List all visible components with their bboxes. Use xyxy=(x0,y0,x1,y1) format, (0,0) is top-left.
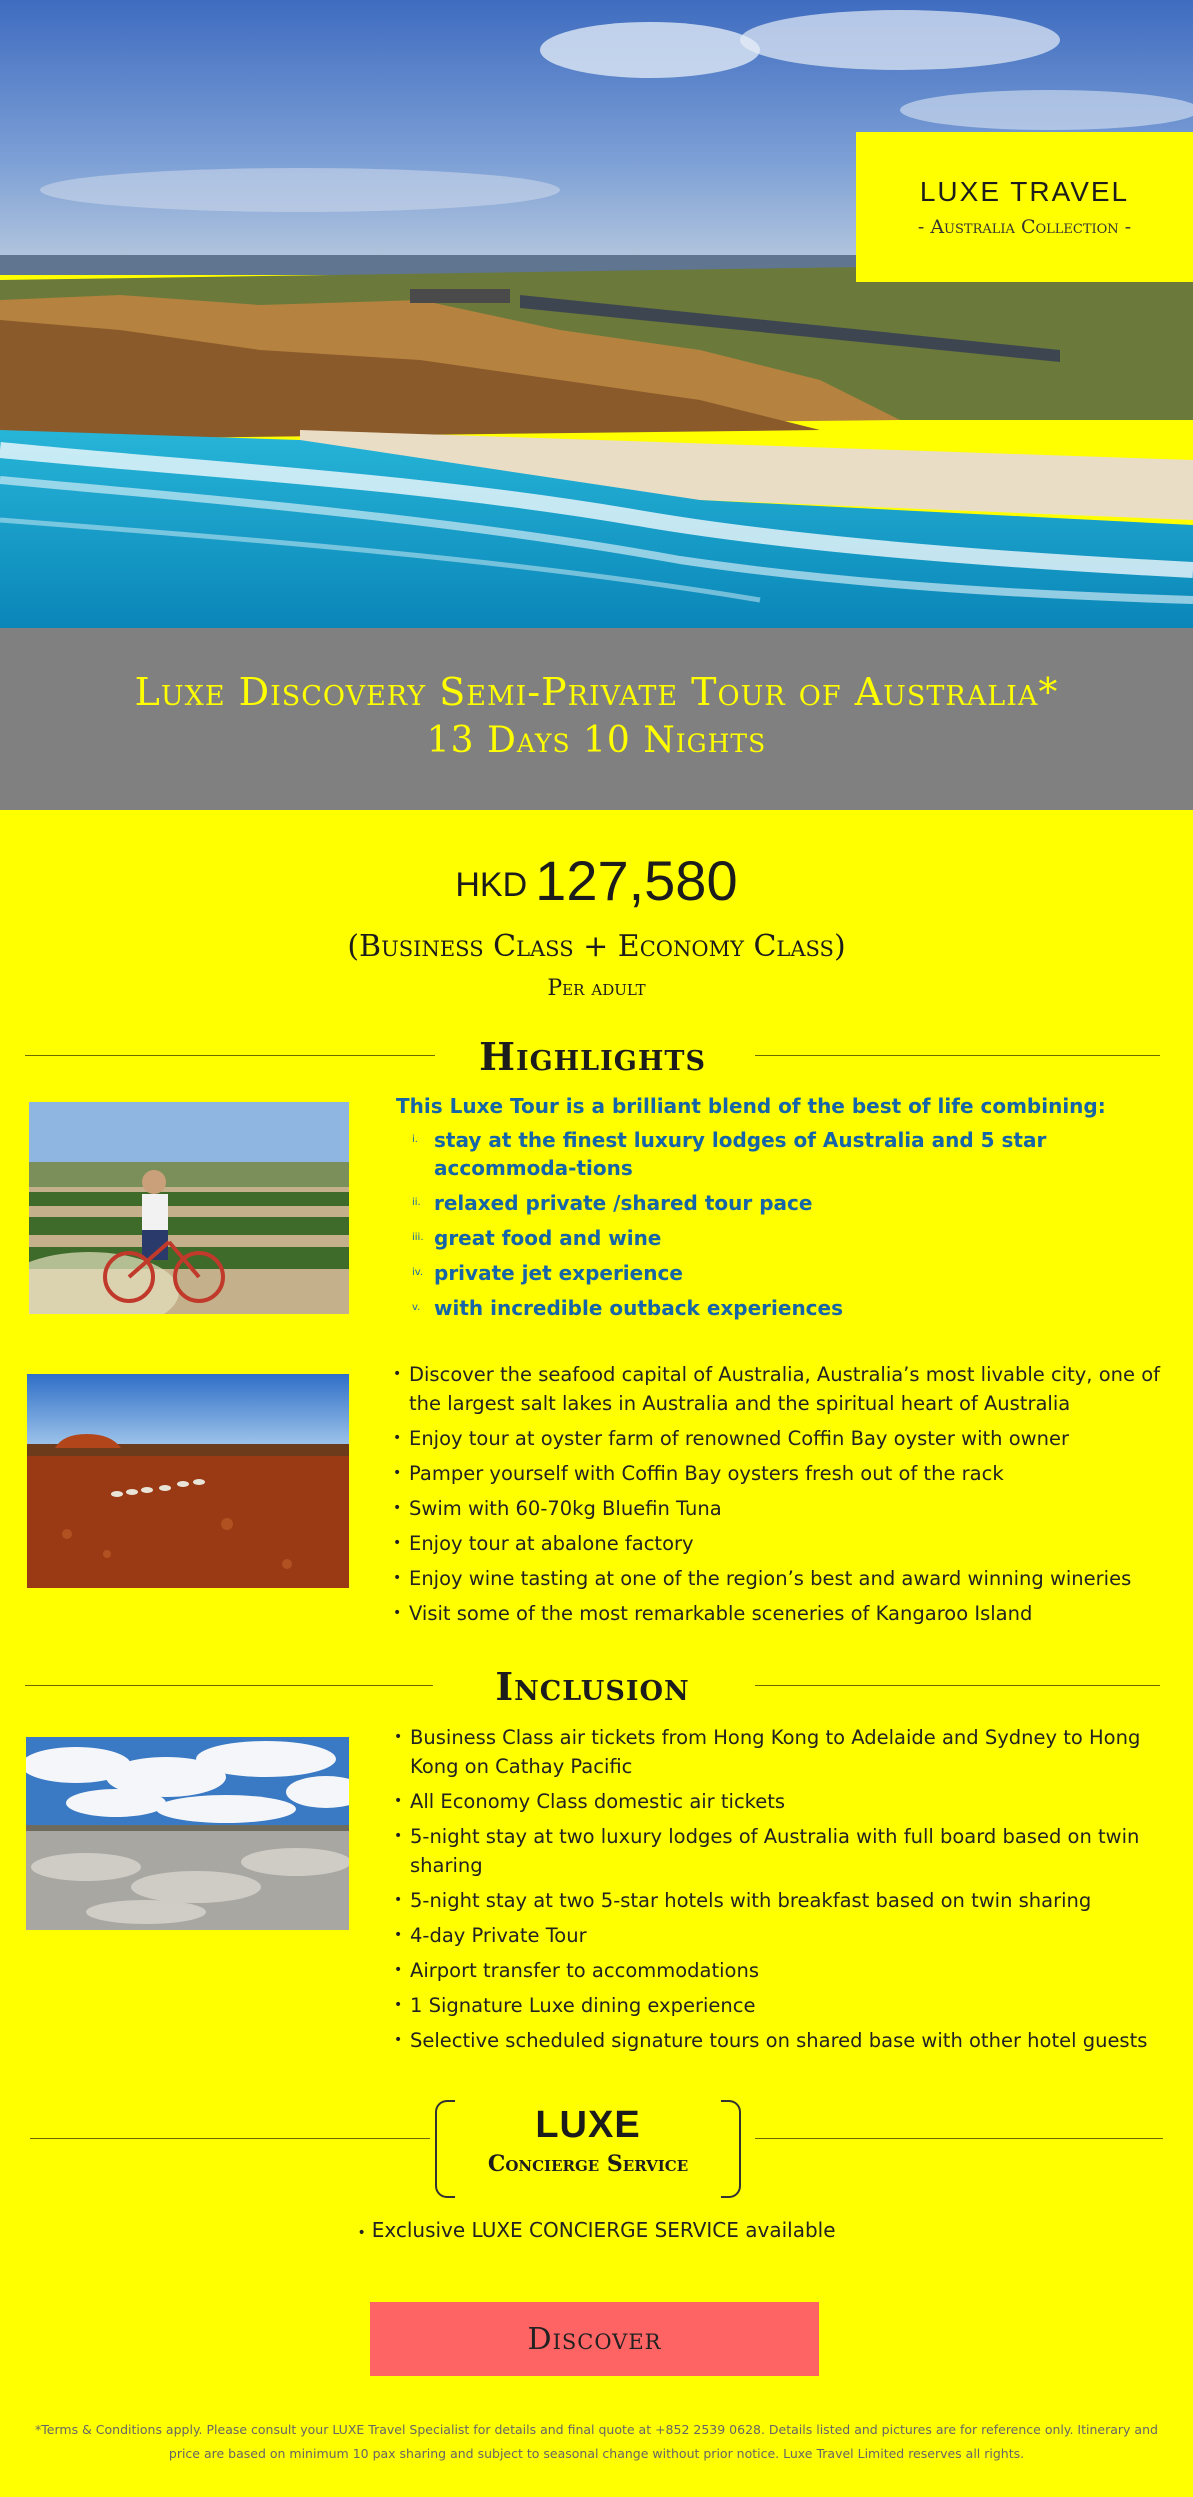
list-item: • Enjoy tour at abalone factory xyxy=(391,1529,1171,1558)
list-item: iii. great food and wine xyxy=(412,1226,662,1250)
list-item: • Enjoy tour at oyster farm of renowned Coffin Bay oyster with owner xyxy=(391,1424,1171,1453)
price-currency: HKD xyxy=(455,866,528,904)
tour-duration: 13 Days 10 Nights xyxy=(426,720,767,761)
badge-subtitle: - Australia Collection - xyxy=(917,216,1132,238)
list-item: • 5-night stay at two 5-star hotels with breakfast based on twin sharing xyxy=(392,1886,1172,1915)
badge-title: LUXE TRAVEL xyxy=(919,176,1130,207)
inclusion-heading: Inclusion xyxy=(495,1664,690,1709)
concierge-note: • Exclusive LUXE CONCIERGE SERVICE available xyxy=(357,2218,836,2242)
list-item: • 1 Signature Luxe dining experience xyxy=(392,1991,1172,2020)
list-item: • Airport transfer to accommodations xyxy=(392,1956,1172,1985)
title-band xyxy=(0,628,1193,810)
divider-left xyxy=(30,2138,430,2139)
concierge-brand: LUXE xyxy=(535,2104,641,2146)
list-item: • Pamper yourself with Coffin Bay oysters fresh out of the rack xyxy=(391,1459,1171,1488)
concierge-service: Concierge Service xyxy=(487,2151,689,2177)
list-item: • Selective scheduled signature tours on shared base with other hotel guests xyxy=(392,2026,1172,2055)
list-item: • Swim with 60-70kg Bluefin Tuna xyxy=(391,1494,1171,1523)
hero-image xyxy=(0,0,1193,628)
list-item: • Enjoy wine tasting at one of the region’s best and award winning wineries xyxy=(391,1564,1171,1593)
coastal-lodge-photo xyxy=(0,0,1193,628)
list-item: i. stay at the finest luxury lodges of Australia and 5 star accommoda-tions xyxy=(412,1128,1047,1180)
highlights-heading-row xyxy=(25,1030,1160,1080)
price-line xyxy=(0,848,1193,913)
bracket-right xyxy=(721,2100,741,2198)
highlights-intro-text: This Luxe Tour is a brilliant blend of the best of life combining: xyxy=(396,1094,1106,1118)
discover-button[interactable]: Discover xyxy=(370,2302,819,2376)
list-item: • Discover the seafood capital of Australia, Australia’s most livable city, one of the largest salt lakes in Australia and the spiritual heart of Australia xyxy=(391,1360,1171,1418)
list-item: • 5-night stay at two luxury lodges of Australia with full board based on twin sharing xyxy=(392,1822,1172,1880)
outback-uluru-photo xyxy=(27,1374,349,1588)
price-amount: 127,580 xyxy=(535,849,738,912)
bullet-icon: • xyxy=(357,2225,366,2241)
inclusion-bullet-list xyxy=(392,1723,1172,2061)
highlights-bullet-list xyxy=(391,1360,1171,1634)
price-block xyxy=(0,848,1193,1001)
list-item: ii. relaxed private /shared tour pace xyxy=(412,1191,813,1215)
highlights-heading: Highlights xyxy=(479,1034,706,1079)
divider-right xyxy=(755,2138,1163,2139)
list-item: • All Economy Class domestic air tickets xyxy=(392,1787,1172,1816)
terms-text: *Terms & Conditions apply. Please consult your LUXE Travel Specialist for details and final quote at +852 2539 0628. Details listed and pictures are for reference only. Itinerary and price are based on minimum 10 pax sharing and subject to seasonal change without prior notice. Luxe Travel Limited reserves all rights. xyxy=(35,2422,1158,2461)
price-class-note: (Business Class + Economy Class) xyxy=(347,929,846,964)
highlights-intro xyxy=(396,1094,1176,1329)
list-item: • Business Class air tickets from Hong Kong to Adelaide and Sydney to Hong Kong on Cathay Pacific xyxy=(392,1723,1172,1781)
price-per: Per adult xyxy=(547,976,646,1001)
brand-badge xyxy=(856,132,1193,282)
vineyard-cyclist-photo xyxy=(29,1102,349,1314)
salt-lake-photo xyxy=(26,1737,349,1930)
tour-title: Luxe Discovery Semi-Private Tour of Australia* xyxy=(134,670,1059,714)
list-item: v. with incredible outback experiences xyxy=(412,1296,844,1320)
list-item: iv. private jet experience xyxy=(412,1261,683,1285)
concierge-logo xyxy=(435,2100,741,2194)
bracket-left xyxy=(435,2100,455,2198)
highlights-numbered-list xyxy=(396,1126,1176,1322)
list-item: • Visit some of the most remarkable sceneries of Kangaroo Island xyxy=(391,1599,1171,1628)
list-item: • 4-day Private Tour xyxy=(392,1921,1172,1950)
inclusion-heading-row xyxy=(25,1660,1160,1710)
